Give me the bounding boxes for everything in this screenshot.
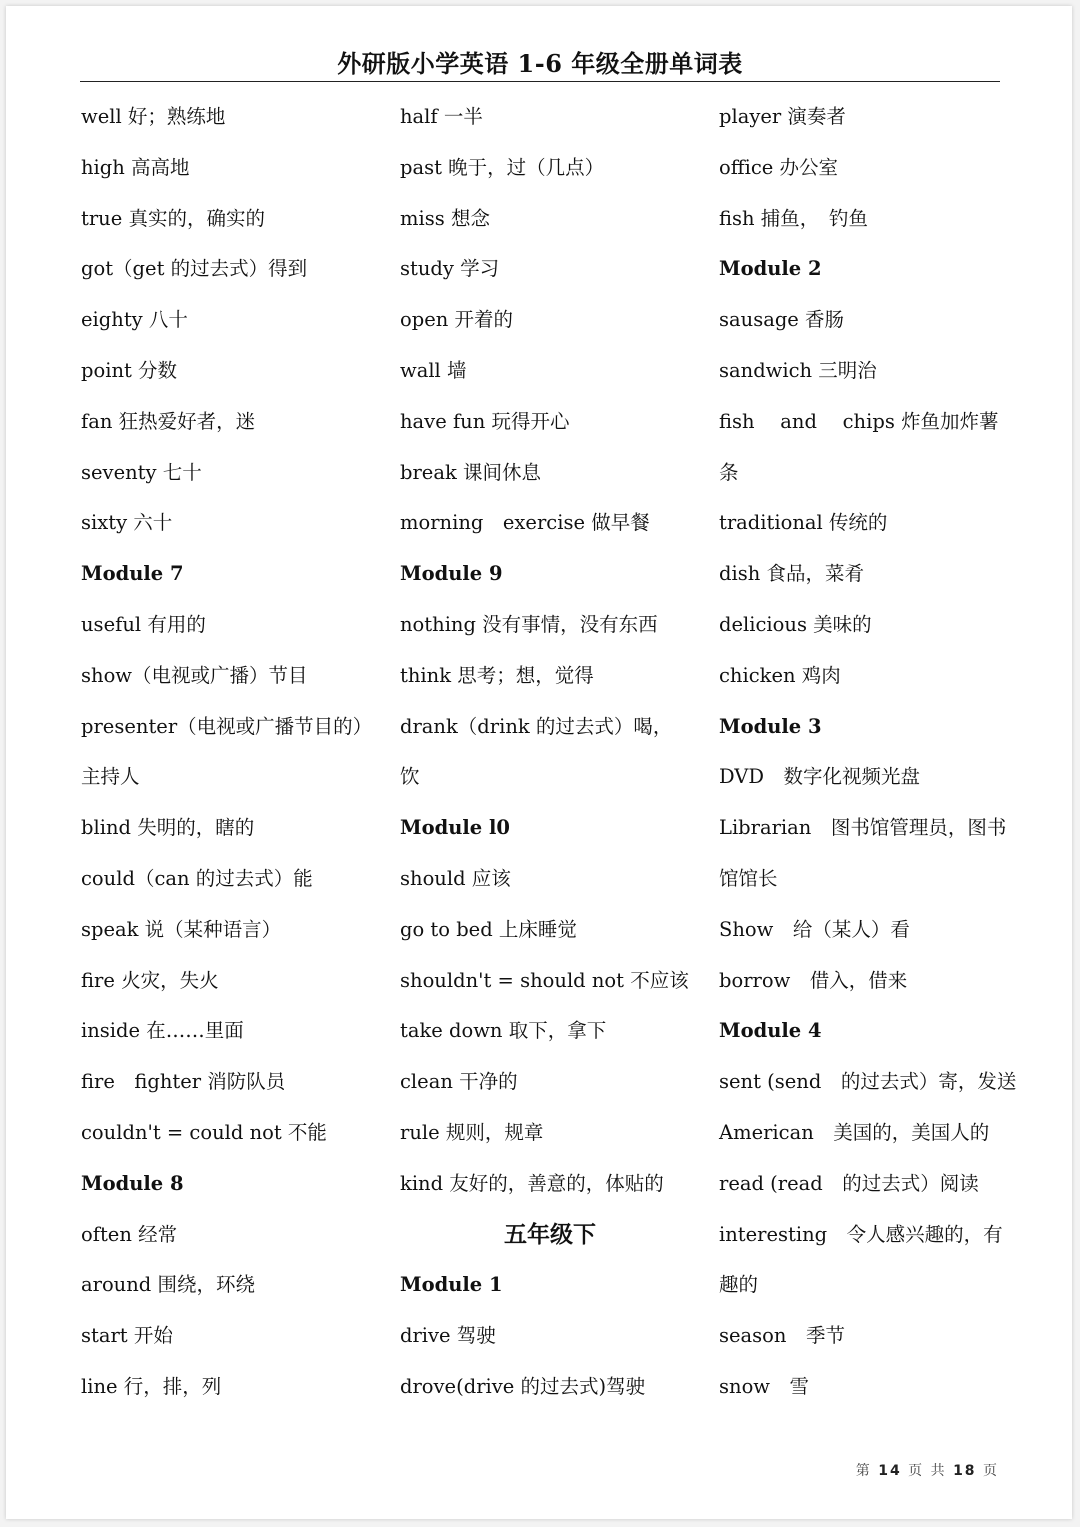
vocab-entry: office 办公室: [719, 155, 838, 179]
vocab-entry: high 高高地: [81, 155, 190, 179]
vocab-entry: well 好；熟练地: [81, 105, 226, 128]
vocab-entry: kind 友好的，善意的，体贴的: [400, 1171, 664, 1195]
vocab-entry: sixty 六十: [81, 511, 173, 535]
vocab-entry: American 美国的，美国人的: [719, 1120, 990, 1144]
vocab-entry: study 学习: [400, 257, 500, 281]
vocab-entry: around 围绕，环绕: [81, 1273, 255, 1297]
vocab-entry: 趣的: [719, 1273, 759, 1297]
section-heading: Module 9: [400, 562, 503, 586]
vocab-column-3: [719, 92, 1017, 1413]
vocab-entry: player 演奏者: [719, 105, 846, 128]
section-heading: Module 7: [81, 562, 184, 586]
vocab-entry: useful 有用的: [81, 612, 206, 636]
section-heading: Module 4: [719, 1019, 822, 1043]
section-heading: Module 3: [719, 714, 822, 738]
vocab-entry: sandwich 三明治: [719, 358, 877, 382]
section-heading: Module 2: [719, 257, 822, 281]
vocab-column-2: [400, 92, 700, 1413]
vocab-entry: read (read 的过去式）阅读: [719, 1171, 979, 1195]
vocab-entry: fire 火灾，失火: [81, 968, 219, 992]
vocab-entry: speak 说（某种语言）: [81, 917, 282, 941]
vocab-entry: could（can 的过去式）能: [81, 866, 313, 890]
page-title: 外研版小学英语 1-6 年级全册单词表: [337, 49, 743, 78]
footer-current-page: 14: [878, 1463, 902, 1479]
vocab-entry: nothing 没有事情，没有东西: [400, 612, 658, 636]
vocab-entry: fish and chips 炸鱼加炸薯: [719, 409, 999, 433]
vocab-entry: sent (send 的过去式）寄，发送: [719, 1070, 1017, 1094]
vocab-entry: take down 取下，拿下: [400, 1019, 607, 1043]
section-heading: Module 1: [400, 1273, 503, 1297]
vocab-entry: often 经常: [81, 1222, 178, 1246]
vocab-entry: traditional 传统的: [719, 511, 888, 535]
title-underline: [80, 81, 1000, 82]
vocab-entry: 饮: [400, 765, 420, 789]
vocab-entry: rule 规则，规章: [400, 1120, 544, 1144]
vocab-entry: 条: [719, 460, 739, 484]
vocab-entry: Librarian 图书馆管理员，图书: [719, 816, 1007, 840]
section-heading: Module l0: [400, 816, 510, 840]
vocab-entry: go to bed 上床睡觉: [400, 917, 577, 941]
vocab-entry: delicious 美味的: [719, 612, 872, 636]
vocab-entry: presenter（电视或广播节目的）: [81, 714, 373, 738]
vocab-entry: snow 雪: [719, 1374, 809, 1398]
vocab-entry: true 真实的，确实的: [81, 206, 265, 230]
vocab-entry: miss 想念: [400, 206, 490, 230]
vocab-entry: 馆馆长: [719, 866, 778, 890]
footer-prefix: 第: [855, 1463, 872, 1479]
vocab-entry: seventy 七十: [81, 460, 202, 484]
vocab-entry: break 课间休息: [400, 460, 541, 484]
vocab-entry: think 思考；想，觉得: [400, 663, 594, 687]
vocab-entry: half 一半: [400, 105, 483, 128]
vocab-entry: show（电视或广播）节目: [81, 663, 308, 687]
vocab-entry: point 分数: [81, 358, 178, 382]
vocab-entry: DVD 数字化视频光盘: [719, 765, 921, 789]
vocab-entry: inside 在……里面: [81, 1019, 244, 1043]
vocab-entry: have fun 玩得开心: [400, 409, 570, 433]
section-heading: Module 8: [81, 1171, 184, 1195]
vocab-entry: fish 捕鱼， 钓鱼: [719, 206, 869, 230]
vocab-entry: shouldn't = should not 不应该: [400, 968, 689, 992]
footer-middle: 页 共: [908, 1463, 947, 1479]
vocab-entry: past 晚于，过（几点）: [400, 155, 605, 179]
vocab-entry: 主持人: [81, 765, 140, 789]
vocab-entry: borrow 借入，借来: [719, 968, 908, 992]
vocab-entry: fire fighter 消防队员: [81, 1070, 286, 1094]
vocab-entry: blind 失明的，瞎的: [81, 816, 255, 840]
vocab-entry: should 应该: [400, 866, 511, 890]
vocab-column-1: [81, 92, 381, 1413]
vocab-entry: start 开始: [81, 1324, 173, 1348]
vocab-entry: chicken 鸡肉: [719, 663, 841, 687]
vocab-entry: interesting 令人感兴趣的，有: [719, 1222, 1003, 1246]
vocab-entry: drive 驾驶: [400, 1324, 496, 1348]
vocab-entry: drank（drink 的过去式）喝，: [400, 714, 673, 738]
vocab-entry: dish 食品，菜肴: [719, 562, 864, 586]
vocab-entry: Show 给（某人）看: [719, 917, 910, 941]
vocab-entry: sausage 香肠: [719, 308, 845, 332]
page-number: [856, 1460, 999, 1480]
vocab-entry: wall 墙: [400, 358, 467, 382]
vocab-entry: couldn't = could not 不能: [81, 1120, 327, 1144]
vocab-entry: open 开着的: [400, 308, 514, 332]
vocab-entry: line 行，排，列: [81, 1374, 222, 1398]
vocab-entry: clean 干净的: [400, 1070, 518, 1094]
footer-suffix: 页: [983, 1463, 999, 1479]
vocab-entry: got（get 的过去式）得到: [81, 257, 308, 281]
vocab-entry: eighty 八十: [81, 308, 188, 332]
vocab-entry: morning exercise 做早餐: [400, 511, 650, 535]
vocab-entry: season 季节: [719, 1324, 845, 1348]
footer-total-pages: 18: [953, 1463, 977, 1479]
vocab-entry: drove(drive 的过去式)驾驶: [400, 1374, 646, 1398]
section-heading: 五年级下: [504, 1220, 596, 1248]
vocab-entry: fan 狂热爱好者，迷: [81, 409, 256, 433]
